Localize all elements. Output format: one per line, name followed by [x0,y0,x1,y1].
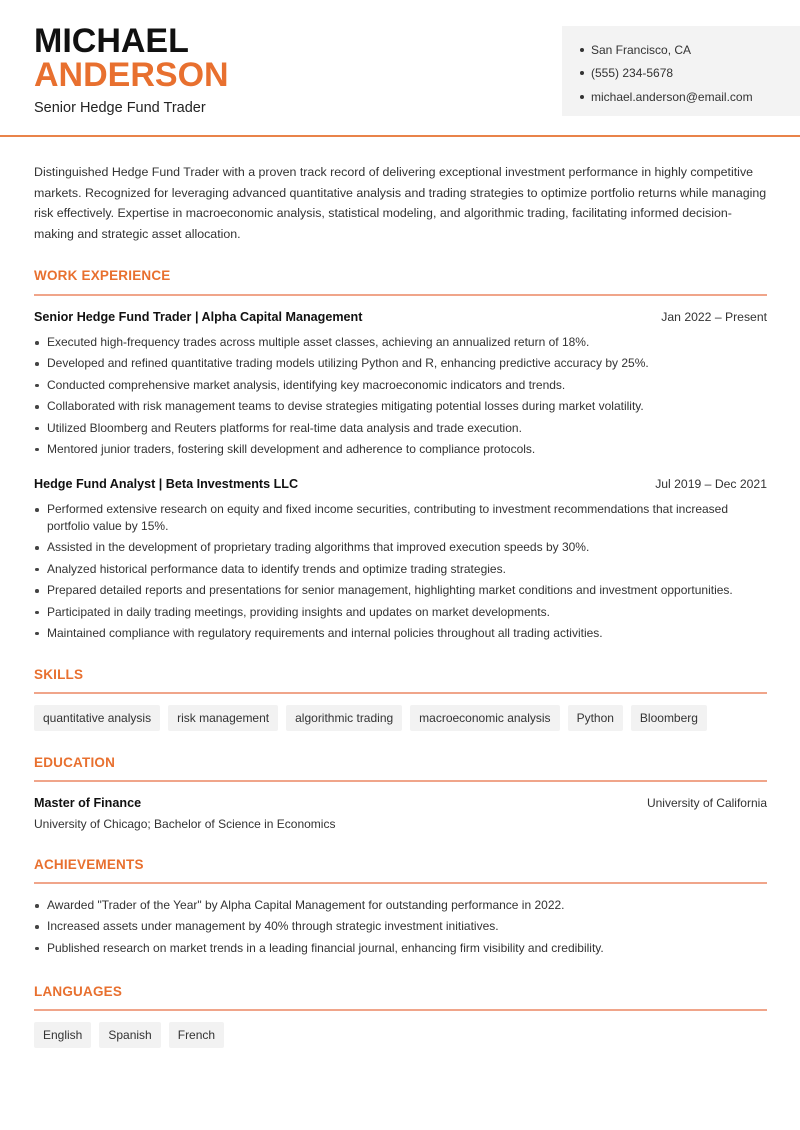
job-role: Senior Hedge Fund Trader | Alpha Capital Management [34,310,363,324]
skill-tag: Python [568,705,623,731]
language-tag: French [169,1022,224,1048]
job-bullets [34,501,767,646]
section-divider [34,882,767,884]
list-item: Participated in daily trading meetings, providing insights and updates on market developments. [34,604,767,621]
language-tag: Spanish [99,1022,160,1048]
skills-tags [34,705,707,731]
job-dates: Jul 2019 – Dec 2021 [655,477,767,491]
section-divider [34,294,767,296]
list-item: Performed extensive research on equity and fixed income securities, contributing to investment recommendations that increased portfolio value by 15%. [34,501,767,535]
contact-box [562,26,800,116]
skill-tag: algorithmic trading [286,705,402,731]
list-item: Analyzed historical performance data to identify trends and optimize trading strategies. [34,561,767,578]
language-tags [34,1022,224,1048]
job-header [34,477,767,491]
list-item: Published research on market trends in a leading financial journal, enhancing firm visibility and credibility. [34,940,767,957]
section-title-education: EDUCATION [34,755,116,770]
section-divider [34,780,767,782]
list-item: Executed high-frequency trades across multiple asset classes, achieving an annualized return of 18%. [34,334,767,351]
skill-tag: quantitative analysis [34,705,160,731]
skill-tag: Bloomberg [631,705,707,731]
list-item: Collaborated with risk management teams to devise strategies mitigating potential losses during market volatility. [34,398,767,415]
summary: Distinguished Hedge Fund Trader with a proven track record of delivering exceptional investment performance in highly competitive markets. Recognized for leveraging advanced quantitative analysis and trading strategies to optimize portfolio returns while managing risk effectively. Expertise in macroeconomic analysis, statistical modeling, and algorithmic trading, facilitating informed decision-making and strategic asset allocation. [34,165,767,242]
list-item: Utilized Bloomberg and Reuters platforms for real-time data analysis and trade execution. [34,420,767,437]
skill-tag: macroeconomic analysis [410,705,559,731]
degree: Master of Finance [34,796,142,810]
language-tag: English [34,1022,91,1048]
last-name: ANDERSON [34,56,229,94]
list-item: Developed and refined quantitative trading models utilizing Python and R, enhancing predictive accuracy by 25%. [34,355,767,372]
bullet-icon [580,48,584,52]
first-name: MICHAEL [34,22,189,60]
list-item: Prepared detailed reports and presentations for senior management, highlighting market conditions and investment opportunities. [34,582,767,599]
achievement-bullets [34,897,767,961]
bullet-icon [580,71,584,75]
job-bullets [34,334,767,462]
list-item: Conducted comprehensive market analysis, identifying key macroeconomic indicators and trends. [34,377,767,394]
job-role: Hedge Fund Analyst | Beta Investments LLC [34,477,299,491]
section-title-achievements: ACHIEVEMENTS [34,857,144,872]
skill-tag: risk management [168,705,278,731]
job-dates: Jan 2022 – Present [661,310,767,324]
resume-header [0,0,800,137]
job-title: Senior Hedge Fund Trader [34,100,206,116]
education-detail: University of Chicago; Bachelor of Science in Economics [34,817,336,831]
job-header [34,310,767,324]
section-title-languages: LANGUAGES [34,984,123,999]
contact-phone: (555) 234-5678 [580,62,800,86]
list-item: Increased assets under management by 40% through strategic investment initiatives. [34,918,767,935]
list-item: Mentored junior traders, fostering skill development and adherence to compliance protocols. [34,441,767,458]
contact-location: San Francisco, CA [580,38,800,62]
bullet-icon [580,95,584,99]
section-title-work: WORK EXPERIENCE [34,268,171,283]
section-divider [34,1009,767,1011]
list-item: Maintained compliance with regulatory requirements and internal policies throughout all trading activities. [34,625,767,642]
contact-email: michael.anderson@email.com [580,85,800,109]
section-divider [34,692,767,694]
section-title-skills: SKILLS [34,667,84,682]
list-item: Assisted in the development of proprietary trading algorithms that improved execution speeds by 30%. [34,539,767,556]
education-header [34,796,767,810]
list-item: Awarded "Trader of the Year" by Alpha Capital Management for outstanding performance in 2022. [34,897,767,914]
school: University of California [646,796,767,810]
